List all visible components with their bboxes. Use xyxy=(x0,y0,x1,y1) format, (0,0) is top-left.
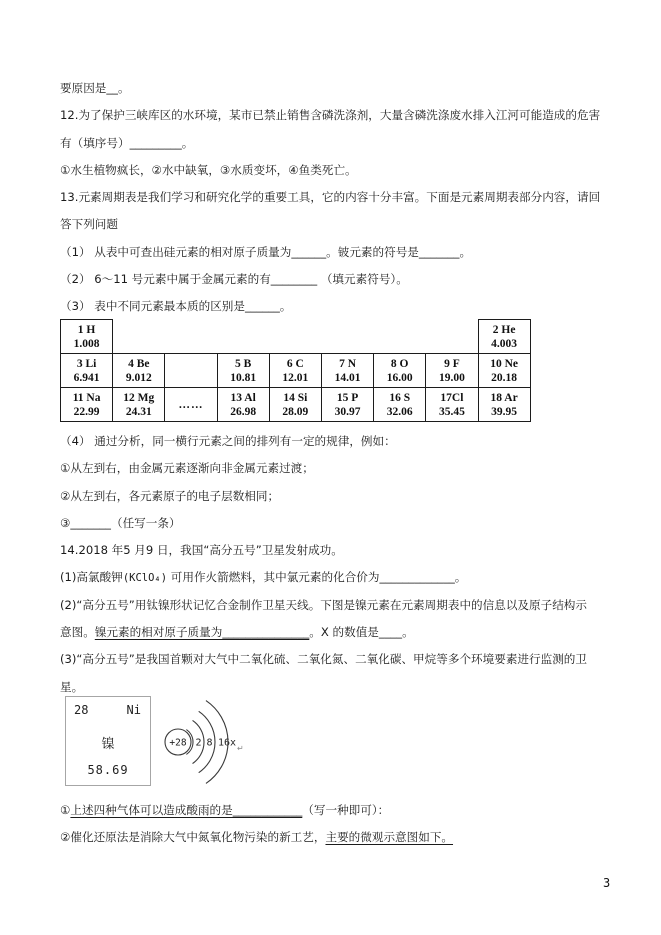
table-row xyxy=(61,320,531,354)
text-line xyxy=(60,157,612,184)
text-segment: (1)高氯酸钾 xyxy=(60,570,123,585)
text-line xyxy=(60,646,612,673)
nucleus-charge: +28 xyxy=(169,737,187,749)
element-mass: 28.09 xyxy=(282,405,309,418)
element-label: 4 Be xyxy=(128,357,150,370)
text-line xyxy=(60,266,612,293)
text-segment: 13.元素周期表是我们学习和研究化学的重要工具，它的内容十分丰富。下面是元素周期表部分内容，请回 xyxy=(60,190,601,205)
element-label: 6 C xyxy=(286,357,304,370)
element-label: 17Cl xyxy=(440,391,464,404)
nickel-element-box xyxy=(65,696,151,786)
element-cell xyxy=(61,388,113,422)
text-segment: 12.为了保护三峡库区的水环境，某市已禁止销售含磷洗涤剂，大量含磷洗涤废水排入江河可能造成的危害 xyxy=(60,108,601,123)
element-label: 9 F xyxy=(444,357,460,370)
text-line xyxy=(60,510,612,537)
element-mass: 4.003 xyxy=(491,337,518,350)
empty-region xyxy=(113,320,478,354)
text-line xyxy=(60,824,612,851)
text-block-question-14 xyxy=(60,428,612,701)
element-label: 5 B xyxy=(235,357,252,370)
element-label: 14 Si xyxy=(283,391,308,404)
text-segment: （1） 从表中可查出硅元素的相对原子质量为______。铍元素的符号是_______。 xyxy=(60,244,472,259)
element-label: 8 O xyxy=(390,357,409,370)
element-cell xyxy=(61,320,113,354)
element-cell xyxy=(113,354,165,388)
table-row xyxy=(61,388,531,422)
text-line xyxy=(60,564,612,591)
text-segment: 主要的微观示意图如下。 xyxy=(325,830,454,845)
text-line xyxy=(60,592,612,619)
element-mass: 9.012 xyxy=(125,371,152,384)
element-label: 15 P xyxy=(336,391,359,404)
element-label: 7 N xyxy=(339,357,356,370)
element-mass: 16.00 xyxy=(386,371,413,384)
text-line xyxy=(60,184,612,211)
text-line xyxy=(60,797,612,824)
element-mass: 39.95 xyxy=(491,405,518,418)
page-number: 3 xyxy=(603,876,611,890)
text-line xyxy=(60,293,612,320)
text-segment: 星。 xyxy=(60,679,84,694)
element-cell xyxy=(165,354,217,388)
text-block-subquestions xyxy=(60,797,612,852)
return-mark: ↵ xyxy=(237,744,244,753)
element-mass: 26.98 xyxy=(230,405,257,418)
shell-electron-count: 16 xyxy=(218,737,231,749)
text-segment: （写一种即可）： xyxy=(302,803,390,817)
text-segment: 。X 的数值是____。 xyxy=(309,625,414,640)
element-label: 12 Mg xyxy=(123,391,155,404)
element-cell xyxy=(269,354,321,388)
table-row xyxy=(61,354,531,388)
text-segment: ①从左到右，由金属元素逐渐向非金属元素过渡； xyxy=(60,461,314,476)
element-cell xyxy=(478,388,530,422)
text-line xyxy=(60,102,612,129)
text-line xyxy=(60,211,612,238)
text-line xyxy=(60,239,612,266)
element-cell xyxy=(321,354,373,388)
element-label: 16 S xyxy=(389,391,411,404)
element-cell xyxy=(61,354,113,388)
text-line xyxy=(60,455,612,482)
text-segment: （4） 通过分析，同一横行元素之间的排列有一定的规律，例如： xyxy=(60,434,396,448)
shell-electron-count: 8 xyxy=(206,737,213,749)
element-label: 18 Ar xyxy=(490,391,518,404)
element-mass: 1.008 xyxy=(73,337,100,350)
text-segment: 可用作火箭燃料，其中氯元素的化合价为_____________。 xyxy=(167,570,467,585)
element-cell xyxy=(269,388,321,422)
text-segment: 镍元素的相对原子质量为_______________ xyxy=(94,625,310,640)
text-segment: 意图。 xyxy=(60,625,95,640)
text-segment: ②从左到右，各元素原子的电子层数相同； xyxy=(60,488,280,503)
periodic-table-fragment xyxy=(60,319,531,422)
element-mass: 6.941 xyxy=(73,371,100,384)
element-mass: 12.01 xyxy=(282,371,309,384)
text-segment: ②催化还原法是消除大气中氮氧化物污染的新工艺， xyxy=(60,830,326,845)
text-segment: (2)“高分五号”用钛镍形状记忆合金制作卫星天线。下图是镍元素在元素周期表中的信息以及原子结构示 xyxy=(60,597,587,612)
text-line xyxy=(60,619,612,646)
shell-electron-count: 2 xyxy=(195,737,202,749)
element-mass: 20.18 xyxy=(491,371,518,384)
element-cell xyxy=(113,388,165,422)
element-mass: 32.06 xyxy=(386,405,413,418)
element-label: 3 Li xyxy=(76,357,97,370)
text-segment: （2） 6～11 号元素中属于金属元素的有________ （填元素符号）。 xyxy=(60,272,408,287)
element-label: 2 He xyxy=(492,323,516,336)
element-cell xyxy=(321,388,373,422)
element-mass: 14.01 xyxy=(334,371,361,384)
text-line xyxy=(60,428,612,455)
element-mass: 19.00 xyxy=(438,371,465,384)
text-line xyxy=(60,483,612,510)
element-label: 11 Na xyxy=(72,391,101,404)
element-label: 1 H xyxy=(77,323,96,336)
shell-electron-count: x xyxy=(230,737,237,749)
element-mass: 24.31 xyxy=(125,405,152,418)
text-segment: (KClO₄) xyxy=(122,572,168,585)
text-segment: 上述四种气体可以造成酸雨的是____________ xyxy=(70,803,303,817)
element-mass: 35.45 xyxy=(438,405,465,418)
element-cell xyxy=(217,388,269,422)
text-segment: ①水生植物疯长，②水中缺氧，③水质变坏，④鱼类死亡。 xyxy=(60,162,357,177)
element-cell xyxy=(217,354,269,388)
element-mass: 10.81 xyxy=(230,371,257,384)
element-name: 镍 xyxy=(101,737,115,752)
element-symbol: Ni xyxy=(126,703,141,717)
element-cell xyxy=(426,354,478,388)
element-mass: 22.99 xyxy=(73,405,100,418)
element-cell xyxy=(374,388,426,422)
element-mass: 30.97 xyxy=(334,405,361,418)
text-segment: ③_______（任写一条） xyxy=(60,515,181,530)
text-segment: 要原因是__。 xyxy=(60,81,130,95)
text-segment: ① xyxy=(60,803,71,817)
element-cell xyxy=(374,354,426,388)
text-segment: 14.2018 年5 月9 日，我国“高分五号”卫星发射成功。 xyxy=(60,543,343,558)
element-cell xyxy=(426,388,478,422)
text-block-questions-12-13 xyxy=(60,75,612,321)
text-segment: （3） 表中不同元素最本质的区别是______。 xyxy=(60,299,292,314)
text-segment: 答下列问题 xyxy=(60,217,118,232)
electron-shells xyxy=(186,701,236,784)
text-segment: 有（填序号）_________。 xyxy=(60,135,194,150)
ellipsis-cell: …… xyxy=(165,388,217,422)
element-label: 13 Al xyxy=(230,391,256,404)
text-segment: (3)“高分五号”是我国首颗对大气中二氧化硫、二氧化氮、二氧化碳、甲烷等多个环境要素进行监测的卫 xyxy=(60,652,587,667)
atomic-structure-diagram xyxy=(148,684,263,802)
atomic-number: 28 xyxy=(74,703,89,717)
text-line xyxy=(60,130,612,157)
text-line xyxy=(60,537,612,564)
element-mass: 58.69 xyxy=(87,763,129,777)
element-cell xyxy=(478,354,530,388)
element-label: 10 Ne xyxy=(490,357,518,370)
text-line xyxy=(60,75,612,102)
element-cell xyxy=(478,320,530,354)
